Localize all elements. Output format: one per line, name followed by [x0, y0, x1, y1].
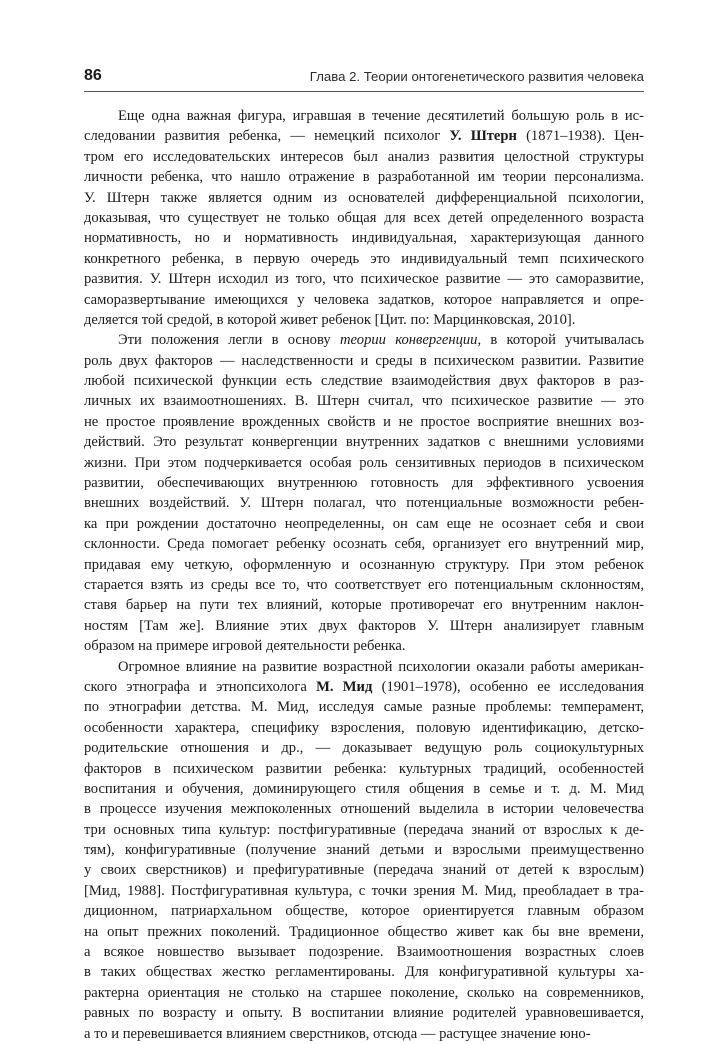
- running-head: Глава 2. Теории онтогенетического развития человека: [309, 69, 644, 84]
- text-line: деляется той средой, в которой живет ребенок [Цит. по: Марцинковская, 2010].: [84, 311, 576, 328]
- text-line: ставя барьер на пути тех влияний, которые противоречат его внутренним наклон-: [84, 597, 644, 614]
- text-line: действий. Это результат конвергенции внутренних задатков с внешними условиями: [84, 434, 644, 451]
- text-line: внешних воздействий. У. Штерн полагал, что потенциальные возможности ребен-: [84, 495, 644, 512]
- text-line: развитии, обеспечивающих внутреннюю готовность для эффективного усвоения: [84, 475, 644, 492]
- text-run: ского этнографа и этнопсихолога: [84, 678, 317, 695]
- text-line: личности ребенка, что нашло отражение в разработанной им теории персонализма.: [84, 169, 644, 186]
- text-line: тром его исследовательских интересов был анализ развития целостной структуры: [84, 148, 644, 165]
- text-line: [84, 677, 644, 697]
- text-line: развития. У. Штерн исходил из того, что психическое развитие — это саморазвитие,: [84, 271, 644, 288]
- text-run: (1901–1978), особенно ее исследования: [372, 678, 644, 695]
- text-line: рактерна ориентация не столько на старшее поколение, сколько на современников,: [84, 984, 644, 1001]
- text-line: [Мид, 1988]. Постфигуративная культура, с точки зрения М. Мид, преобладает в тра-: [84, 882, 644, 899]
- text-line: старается взять из среды все то, что соответствует его потенциальным склонностям,: [84, 576, 644, 593]
- paragraph: [84, 657, 644, 1044]
- text-line: на опыт прежних поколений. Традиционное общество живет как бы вне времени,: [84, 923, 644, 940]
- text-line: три основных типа культур: постфигуративные (передача знаний от взрослых к де-: [84, 821, 644, 838]
- text-run: , в которой учитывалась: [477, 332, 644, 349]
- text-line: роль двух факторов — наследственности и среды в психическом развитии. Развитие: [84, 352, 644, 369]
- text-line: ностям [Там же]. Влияние этих двух факторов У. Штерн анализирует главным: [84, 617, 644, 634]
- text-run: (1871–1938). Цен-: [516, 128, 644, 145]
- text-line: [84, 126, 644, 146]
- text-line: придавая ему четкую, оформленную и осознанную структуру. При этом ребенок: [84, 556, 644, 573]
- text-line: не простое проявление врожденных свойств и не простое восприятие внешних воз-: [84, 413, 644, 430]
- text-line: особенности характера, специфику взросления, половую идентификацию, детско-: [84, 719, 644, 736]
- page-header: [84, 66, 644, 88]
- text-line: родительские отношения и др., — доказывает ведущую роль социокультурных: [84, 740, 644, 757]
- text-run: Эти положения легли в основу: [118, 332, 340, 349]
- text-line: образом на примере игровой деятельности ребенка.: [84, 638, 406, 655]
- text-line: У. Штерн также является одним из основателей дифференциальной психологии,: [84, 189, 644, 206]
- bold-name: М. Мид: [316, 678, 373, 695]
- text-line: равных по возрасту и опыту. В воспитании влияние родителей уравновешивается,: [84, 1005, 644, 1022]
- text-line: в процессе изучения межпоколенных отношений выделила в истории человечества: [84, 801, 644, 818]
- text-line: а всякое новшество вызывает подозрение. Взаимоотношения возрастных слоев: [84, 944, 644, 961]
- text-line: [84, 330, 644, 350]
- header-rule: [84, 91, 644, 92]
- text-line: нормативность, но и нормативность индивидуальная, характеризующая данного: [84, 230, 644, 247]
- text-line: жизни. При этом подчеркивается особая роль сензитивных периодов в психическом: [84, 454, 644, 471]
- text-line: Огромное влияние на развитие возрастной психологии оказали работы американ-: [118, 658, 644, 675]
- page-number: 86: [84, 67, 102, 84]
- italic-term: теории конвергенции: [339, 332, 478, 349]
- paragraph: [84, 106, 644, 330]
- text-line: склонности. Среда помогает ребенку осознать себя, организует его внутренний мир,: [84, 536, 644, 553]
- text-line: конкретного ребенка, в первую очередь это индивидуальный темп психического: [84, 250, 644, 267]
- text-line: факторов в психическом развитии ребенка: культурных традиций, особенностей: [84, 760, 644, 777]
- text-line: в таких обществах жестко регламентированы. Для конфигуративной культуры ха-: [84, 964, 644, 981]
- text-line: ка при рождении достаточно неопределенны, он сам еще не осознает себя и свои: [84, 515, 644, 532]
- text-line: личных их взаимоотношениях. В. Штерн считал, что психическое развитие — это: [84, 393, 644, 410]
- text-line: диционном, патриархальном обществе, которое ориентируется главным образом: [84, 903, 644, 920]
- text-line: воспитания и обучения, доминирующего стиля общения в семье и т. д. М. Мид: [84, 780, 644, 797]
- text-line: доказывая, что существует не только общая для всех детей определенного возраста: [84, 209, 644, 226]
- text-line: по этнографии детства. М. Мид, исследуя самые разные проблемы: темперамент,: [84, 699, 644, 716]
- text-line: любой психической функции есть следствие взаимодействия двух факторов в раз-: [84, 373, 644, 390]
- body-text: [84, 106, 644, 1044]
- text-line: Еще одна важная фигура, игравшая в течение десятилетий большую роль в ис-: [118, 108, 644, 124]
- text-line: а то и перевешивается влиянием сверстников, отсюда — растущее значение юно-: [84, 1025, 591, 1042]
- text-line: у своих сверстников) и префигуративные (передача знаний от детей к взрослым): [84, 862, 644, 879]
- text-run: следовании развития ребенка, — немецкий психолог: [84, 128, 450, 145]
- paragraph: [84, 330, 644, 656]
- text-line: саморазвертывание имеющихся у человека задатков, которое направляется и опре-: [84, 291, 644, 308]
- text-line: тям), конфигуративные (получение знаний детьми и взрослыми преимущественно: [84, 842, 644, 859]
- bold-name: У. Штерн: [449, 128, 517, 145]
